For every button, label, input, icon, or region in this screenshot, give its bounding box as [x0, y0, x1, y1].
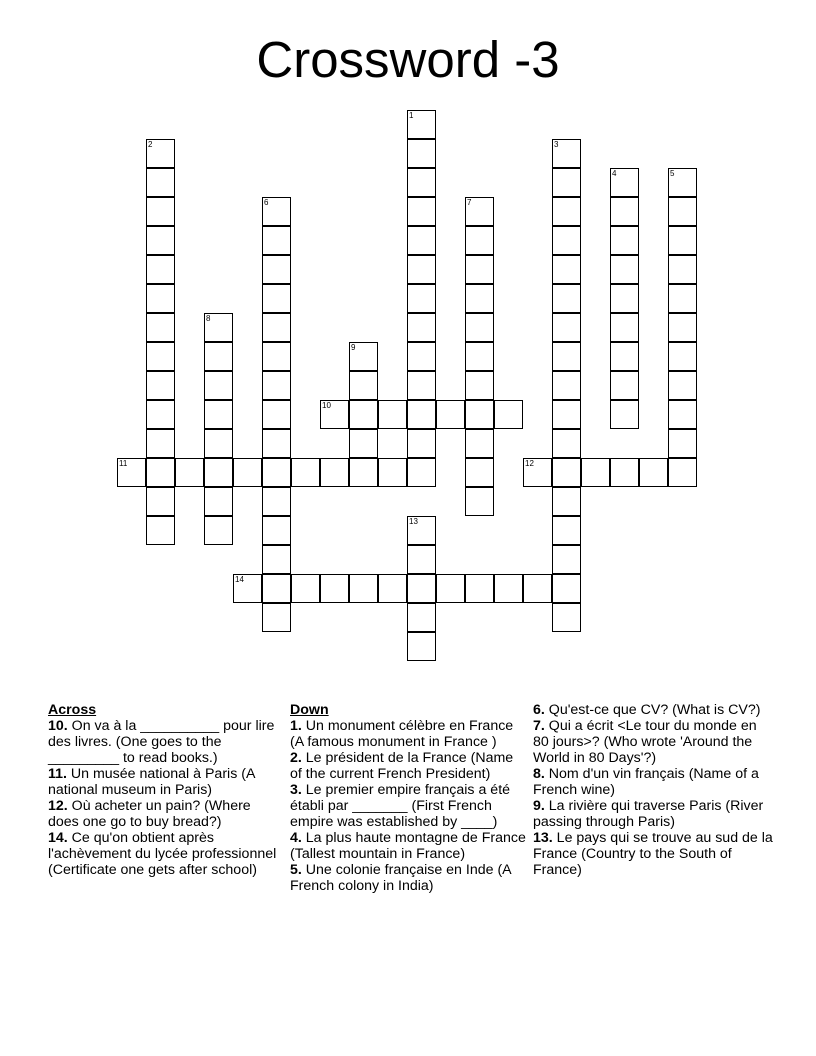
grid-cell[interactable] [262, 371, 291, 400]
grid-cell[interactable] [146, 487, 175, 516]
grid-cell[interactable] [204, 313, 233, 342]
grid-cell[interactable] [204, 371, 233, 400]
clue-text: Un monument célèbre en France (A famous monument in France ) [290, 718, 514, 750]
clue-text: La plus haute montagne de France (Tallest mountain in France) [290, 830, 526, 862]
clue-item [48, 718, 284, 766]
cell-number: 9 [351, 343, 356, 352]
cell-number: 7 [467, 198, 472, 207]
across-clues [48, 702, 284, 878]
grid-cell[interactable] [407, 458, 436, 487]
grid-cell[interactable] [552, 168, 581, 197]
grid-cell[interactable] [320, 574, 349, 603]
grid-cell[interactable] [349, 342, 378, 371]
down-clues-continued [533, 702, 773, 878]
grid-cell[interactable] [233, 574, 262, 603]
grid-cell[interactable] [378, 400, 407, 429]
clue-number: 8. [533, 766, 545, 782]
grid-cell[interactable] [407, 574, 436, 603]
grid-cell[interactable] [146, 371, 175, 400]
grid-cell[interactable] [349, 458, 378, 487]
clue-item [290, 718, 526, 750]
down-clues [290, 702, 526, 956]
grid-cell[interactable] [378, 458, 407, 487]
grid-cell[interactable] [668, 313, 697, 342]
grid-cell[interactable] [552, 197, 581, 226]
grid-cell[interactable] [581, 458, 610, 487]
grid-cell[interactable] [233, 458, 262, 487]
grid-cell[interactable] [407, 429, 436, 458]
grid-cell[interactable] [610, 168, 639, 197]
cell-number: 12 [525, 459, 534, 468]
grid-cell[interactable] [407, 197, 436, 226]
cell-number: 6 [264, 198, 269, 207]
grid-cell[interactable] [465, 197, 494, 226]
grid-cell[interactable] [204, 458, 233, 487]
grid-cell[interactable] [436, 574, 465, 603]
grid-cell[interactable] [610, 371, 639, 400]
grid-cell[interactable] [668, 458, 697, 487]
grid-cell[interactable] [407, 284, 436, 313]
cell-number: 14 [235, 575, 244, 584]
grid-cell[interactable] [610, 284, 639, 313]
grid-cell[interactable] [552, 284, 581, 313]
grid-cell[interactable] [262, 284, 291, 313]
clue-text: Nom d'un vin français (Name of a French wine) [533, 766, 759, 798]
grid-cell[interactable] [465, 487, 494, 516]
grid-cell[interactable] [262, 603, 291, 632]
grid-cell[interactable] [204, 429, 233, 458]
grid-cell[interactable] [146, 400, 175, 429]
cell-number: 11 [119, 459, 128, 468]
clue-number: 12. [48, 798, 68, 814]
grid-cell[interactable] [349, 429, 378, 458]
grid-cell[interactable] [204, 400, 233, 429]
clue-item [290, 862, 526, 894]
grid-cell[interactable] [668, 284, 697, 313]
grid-cell[interactable] [262, 574, 291, 603]
grid-cell[interactable] [349, 574, 378, 603]
grid-cell[interactable] [465, 574, 494, 603]
cell-number: 2 [148, 140, 153, 149]
grid-cell[interactable] [465, 400, 494, 429]
grid-cell[interactable] [146, 139, 175, 168]
grid-cell[interactable] [494, 400, 523, 429]
clue-item [48, 830, 284, 878]
clue-text: La rivière qui traverse Paris (River passing through Paris) [533, 798, 764, 830]
grid-cell[interactable] [407, 603, 436, 632]
grid-cell[interactable] [262, 313, 291, 342]
grid-cell[interactable] [639, 458, 668, 487]
clue-item [48, 766, 284, 798]
clue-text: Qui a écrit <Le tour du monde en 80 jours>? (Who wrote 'Around the World in 80 Days'?) [533, 718, 757, 766]
grid-cell[interactable] [407, 110, 436, 139]
down-clue-list-continued [533, 702, 773, 878]
grid-cell[interactable] [610, 458, 639, 487]
grid-cell[interactable] [146, 458, 175, 487]
grid-cell[interactable] [204, 487, 233, 516]
grid-cell[interactable] [146, 197, 175, 226]
grid-cell[interactable] [610, 197, 639, 226]
grid-cell[interactable] [407, 632, 436, 661]
clue-text: Ce qu'on obtient après l'achèvement du lycée professionnel (Certificate one gets after school) [48, 830, 277, 878]
cell-number: 5 [670, 169, 675, 178]
clue-number: 5. [290, 862, 302, 878]
clue-item [48, 798, 284, 830]
grid-cell[interactable] [465, 255, 494, 284]
clue-number: 7. [533, 718, 545, 734]
clue-number: 13. [533, 830, 553, 846]
grid-cell[interactable] [552, 139, 581, 168]
grid-cell[interactable] [668, 371, 697, 400]
page-title: Crossword -3 [256, 31, 560, 88]
grid-cell[interactable] [668, 226, 697, 255]
grid-cell[interactable] [146, 284, 175, 313]
grid-cell[interactable] [262, 342, 291, 371]
clue-number: 11. [48, 766, 67, 782]
clue-text: Le pays qui se trouve au sud de la France (Country to the South of France) [533, 830, 773, 878]
grid-cell[interactable] [610, 313, 639, 342]
grid-cell[interactable] [552, 458, 581, 487]
clue-text: On va à la __________ pour lire des livres. (One goes to the _________ to read books.) [48, 718, 275, 766]
clue-number: 14. [48, 830, 68, 846]
down-heading: Down [290, 702, 329, 718]
clue-item [290, 830, 526, 862]
grid-cell[interactable] [407, 168, 436, 197]
grid-cell[interactable] [291, 574, 320, 603]
grid-cell[interactable] [146, 255, 175, 284]
across-heading: Across [48, 702, 97, 718]
grid-cell[interactable] [349, 371, 378, 400]
grid-cell[interactable] [552, 400, 581, 429]
cell-number: 4 [612, 169, 617, 178]
grid-cell[interactable] [465, 371, 494, 400]
grid-cell[interactable] [262, 487, 291, 516]
grid-cell[interactable] [407, 516, 436, 545]
grid-cell[interactable] [117, 458, 146, 487]
grid-cell[interactable] [552, 603, 581, 632]
grid-cell[interactable] [523, 574, 552, 603]
grid-cell[interactable] [262, 197, 291, 226]
clue-item [533, 766, 773, 798]
grid-cell[interactable] [175, 458, 204, 487]
grid-cell[interactable] [552, 574, 581, 603]
grid-cell[interactable] [407, 226, 436, 255]
grid-cell[interactable] [436, 400, 465, 429]
clue-item [533, 702, 773, 718]
grid-cell[interactable] [610, 342, 639, 371]
cell-number: 10 [322, 401, 331, 410]
grid-cell[interactable] [668, 342, 697, 371]
grid-cell[interactable] [262, 545, 291, 574]
cell-number: 8 [206, 314, 211, 323]
cell-number: 1 [409, 111, 414, 120]
clue-text: Une colonie française en Inde (A French colony in India) [290, 862, 511, 894]
grid-cell[interactable] [262, 226, 291, 255]
grid-cell[interactable] [349, 400, 378, 429]
grid-cell[interactable] [407, 545, 436, 574]
grid-cell[interactable] [552, 516, 581, 545]
grid-cell[interactable] [465, 226, 494, 255]
grid-cell[interactable] [378, 574, 407, 603]
grid-cell[interactable] [552, 255, 581, 284]
grid-cell[interactable] [552, 429, 581, 458]
grid-cell[interactable] [668, 168, 697, 197]
grid-cell[interactable] [668, 400, 697, 429]
grid-cell[interactable] [610, 400, 639, 429]
clue-item [533, 830, 773, 878]
grid-cell[interactable] [552, 545, 581, 574]
grid-cell[interactable] [146, 342, 175, 371]
grid-cell[interactable] [146, 516, 175, 545]
grid-cell[interactable] [146, 313, 175, 342]
across-clue-list [48, 718, 284, 878]
grid-cell[interactable] [552, 487, 581, 516]
grid-cell[interactable] [552, 226, 581, 255]
grid-cell[interactable] [320, 400, 349, 429]
grid-cell[interactable] [407, 342, 436, 371]
grid-cell[interactable] [204, 342, 233, 371]
grid-cell[interactable] [465, 342, 494, 371]
grid-cell[interactable] [465, 313, 494, 342]
grid-cell[interactable] [465, 429, 494, 458]
grid-cell[interactable] [465, 458, 494, 487]
grid-cell[interactable] [523, 458, 552, 487]
grid-cell[interactable] [407, 313, 436, 342]
grid-cell[interactable] [146, 168, 175, 197]
grid-cell[interactable] [668, 255, 697, 284]
grid-cell[interactable] [668, 197, 697, 226]
grid-cell[interactable] [552, 371, 581, 400]
clue-number: 10. [48, 718, 68, 734]
cell-number: 3 [554, 140, 559, 149]
clue-item [533, 798, 773, 830]
grid-cell[interactable] [146, 226, 175, 255]
clue-text: Le premier empire français a été établi par _______ (First French empire was established by ____) [290, 782, 511, 830]
grid-cell[interactable] [494, 574, 523, 603]
grid-cell[interactable] [407, 139, 436, 168]
grid-cell[interactable] [262, 429, 291, 458]
grid-cell[interactable] [552, 313, 581, 342]
clue-item [290, 750, 526, 782]
clue-text: Le président de la France (Name of the current French President) [290, 750, 514, 782]
clue-number: 9. [533, 798, 545, 814]
clue-number: 1. [290, 718, 302, 734]
grid-cell[interactable] [668, 429, 697, 458]
grid-cell[interactable] [407, 255, 436, 284]
grid-cell[interactable] [465, 284, 494, 313]
down-clue-list [290, 718, 526, 894]
clue-text: Où acheter un pain? (Where does one go to buy bread?) [48, 798, 251, 830]
clue-number: 6. [533, 702, 545, 718]
grid-cell[interactable] [291, 458, 320, 487]
grid-cell[interactable] [407, 400, 436, 429]
grid-cell[interactable] [262, 458, 291, 487]
clue-item [533, 718, 773, 766]
grid-cell[interactable] [262, 255, 291, 284]
grid-cell[interactable] [320, 458, 349, 487]
grid-cell[interactable] [407, 371, 436, 400]
grid-cell[interactable] [262, 400, 291, 429]
cell-number: 13 [409, 517, 418, 526]
clue-text: Qu'est-ce que CV? (What is CV?) [544, 702, 761, 718]
clue-number: 2. [290, 750, 302, 766]
grid-cell[interactable] [262, 516, 291, 545]
clue-number: 3. [290, 782, 302, 798]
grid-cell[interactable] [610, 255, 639, 284]
clue-item [290, 782, 526, 830]
grid-cell[interactable] [204, 516, 233, 545]
clue-text: Un musée national à Paris (A national museum in Paris) [48, 766, 255, 798]
grid-cell[interactable] [146, 429, 175, 458]
grid-cell[interactable] [552, 342, 581, 371]
clue-number: 4. [290, 830, 302, 846]
grid-cell[interactable] [610, 226, 639, 255]
